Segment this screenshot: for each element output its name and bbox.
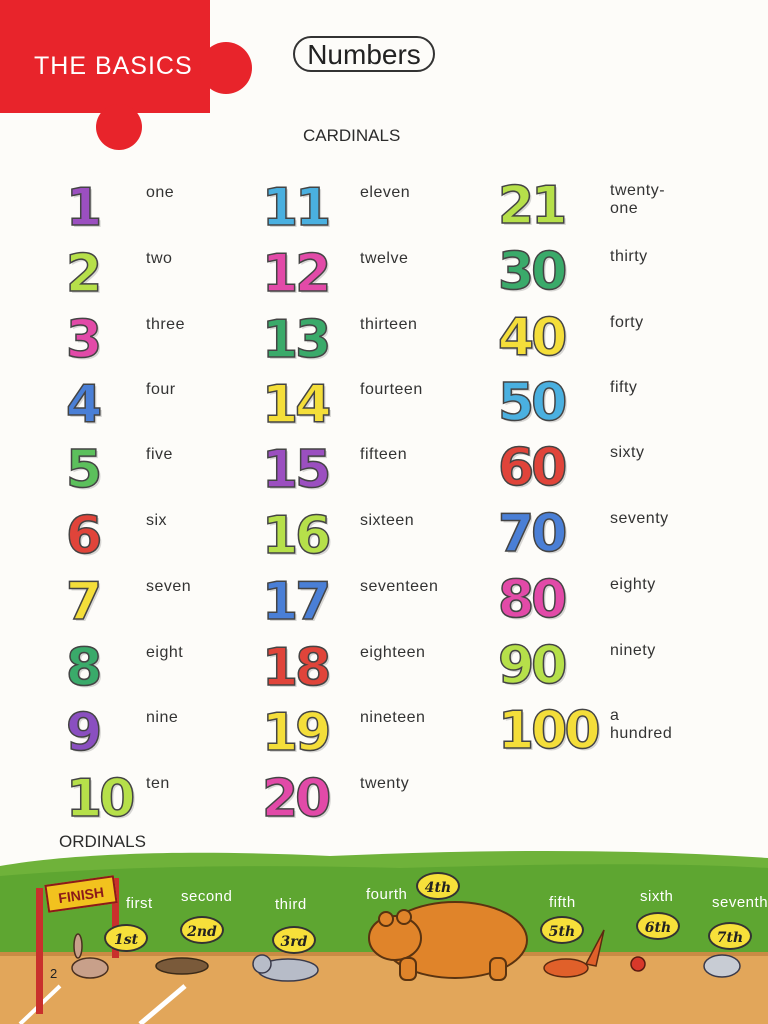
ordinal-word: first xyxy=(126,895,153,912)
number-word: eight xyxy=(146,644,184,661)
number-word: eleven xyxy=(360,184,411,201)
number-glyph: 6 xyxy=(66,506,100,566)
page-title: Numbers xyxy=(293,36,435,72)
number-glyph: 7 xyxy=(66,572,100,632)
ordinal-word: seventh xyxy=(712,894,768,911)
number-word: twenty-one xyxy=(610,182,666,217)
ordinal-badge: 3rd xyxy=(272,926,316,954)
number-word: twenty xyxy=(360,775,410,792)
number-glyph: 90 xyxy=(498,636,565,696)
number-glyph: 16 xyxy=(262,506,329,566)
number-word: one xyxy=(146,184,175,201)
number-glyph: 10 xyxy=(66,769,133,829)
ordinal-word: fourth xyxy=(366,886,408,903)
number-glyph: 30 xyxy=(498,242,565,302)
ordinal-word: fifth xyxy=(549,894,576,911)
number-word: ten xyxy=(146,775,170,792)
number-word: twelve xyxy=(360,250,409,267)
number-glyph: 11 xyxy=(262,178,329,238)
number-word: seven xyxy=(146,578,192,595)
number-word: seventy xyxy=(610,510,669,527)
number-glyph: 18 xyxy=(262,638,329,698)
puzzle-knob xyxy=(200,42,252,94)
number-glyph: 20 xyxy=(262,769,329,829)
number-glyph: 5 xyxy=(66,440,100,500)
number-glyph: 2 xyxy=(66,244,100,304)
ordinal-word: third xyxy=(275,896,307,913)
number-glyph: 9 xyxy=(66,703,100,763)
number-word: sixteen xyxy=(360,512,415,529)
number-word: seventeen xyxy=(360,578,439,595)
number-word: six xyxy=(146,512,168,529)
ordinal-word: sixth xyxy=(640,888,674,905)
number-glyph: 12 xyxy=(262,244,329,304)
ordinal-badge: 4th xyxy=(416,872,460,900)
number-glyph: 21 xyxy=(498,176,565,236)
number-word: thirty xyxy=(610,248,648,265)
number-word: nineteen xyxy=(360,709,426,726)
ordinal-badge: 1st xyxy=(104,924,148,952)
cardinals-heading: CARDINALS xyxy=(303,126,401,145)
number-word: eighteen xyxy=(360,644,426,661)
ordinals-heading: ORDINALS xyxy=(59,832,146,851)
number-glyph: 40 xyxy=(498,308,565,368)
number-word: thirteen xyxy=(360,316,418,333)
number-glyph: 60 xyxy=(498,438,565,498)
number-glyph: 80 xyxy=(498,570,565,630)
number-glyph: 50 xyxy=(498,373,565,433)
ordinal-badge: 6th xyxy=(636,912,680,940)
number-glyph: 1 xyxy=(66,178,100,238)
number-word: two xyxy=(146,250,173,267)
number-glyph: 70 xyxy=(498,504,565,564)
number-word: forty xyxy=(610,314,644,331)
number-word: fifty xyxy=(610,379,638,396)
ordinal-word: second xyxy=(181,888,233,905)
number-word: four xyxy=(146,381,176,398)
number-glyph: 17 xyxy=(262,572,329,632)
lane-number: 2 xyxy=(50,966,58,981)
number-glyph: 8 xyxy=(66,638,100,698)
finish-post-left xyxy=(36,888,43,1014)
number-glyph: 3 xyxy=(66,310,100,370)
number-glyph: 13 xyxy=(262,310,329,370)
section-title: THE BASICS xyxy=(34,52,193,80)
number-word: eighty xyxy=(610,576,656,593)
puzzle-knob xyxy=(96,104,142,150)
number-glyph: 100 xyxy=(498,701,598,761)
number-glyph: 4 xyxy=(66,375,100,435)
number-word: nine xyxy=(146,709,179,726)
ordinal-badge: 2nd xyxy=(180,916,224,944)
ordinal-badge: 5th xyxy=(540,916,584,944)
ordinal-badge: 7th xyxy=(708,922,752,950)
number-word: a hundred xyxy=(610,707,673,742)
number-word: sixty xyxy=(610,444,645,461)
number-word: ninety xyxy=(610,642,656,659)
number-word: three xyxy=(146,316,185,333)
number-glyph: 19 xyxy=(262,703,329,763)
number-glyph: 15 xyxy=(262,440,329,500)
finish-sign: FINISH xyxy=(44,875,117,912)
number-word: five xyxy=(146,446,173,463)
number-word: fifteen xyxy=(360,446,408,463)
number-word: fourteen xyxy=(360,381,423,398)
number-glyph: 14 xyxy=(262,375,329,435)
